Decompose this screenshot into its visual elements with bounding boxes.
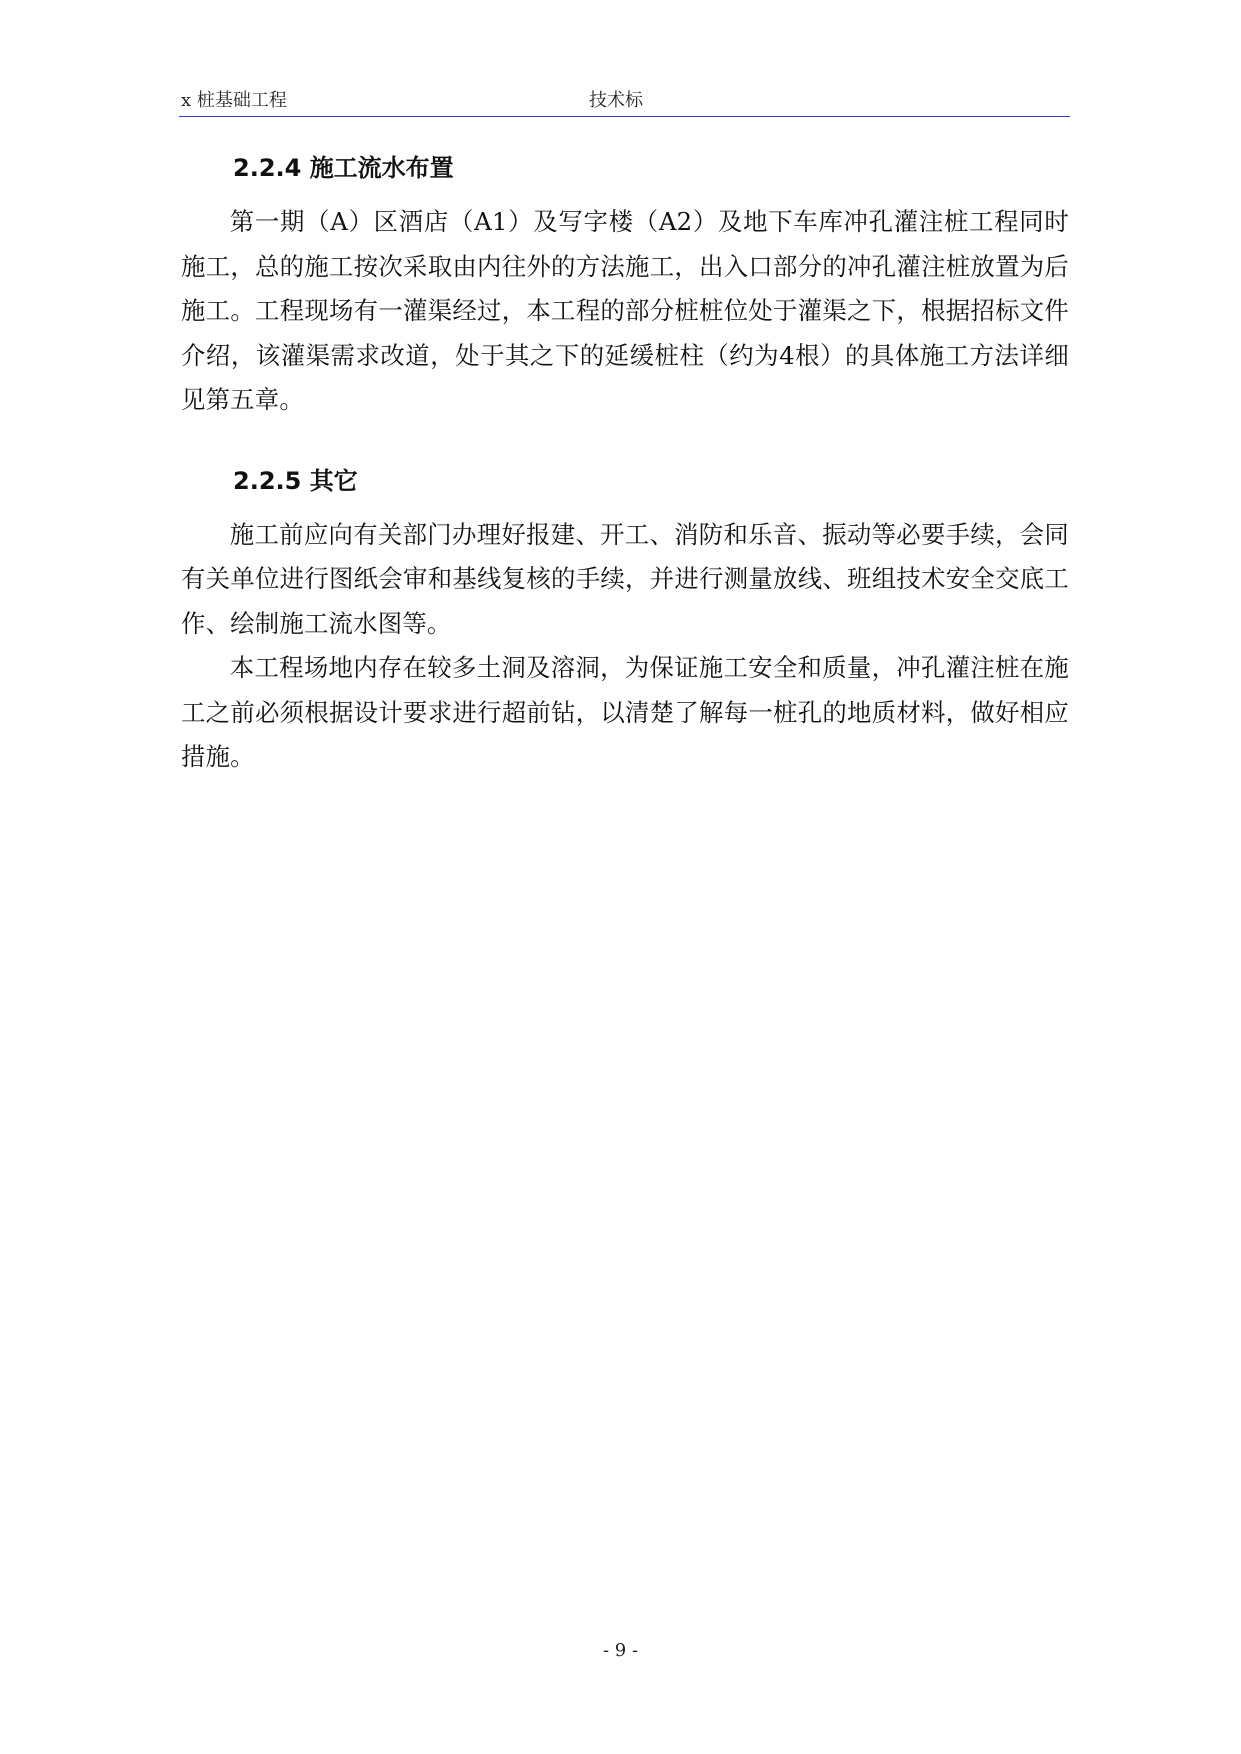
page-header (179, 88, 1070, 117)
section-paragraph: 本工程场地内存在较多土洞及溶洞，为保证施工安全和质量，冲孔灌注桩在施工之前必须根据设计要求进行超前钻，以清楚了解每一桩孔的地质材料，做好相应措施。 (181, 653, 1069, 771)
page-body (181, 150, 1069, 780)
page-number: - 9 - (602, 1640, 639, 1661)
header-document-type: 技术标 (589, 90, 643, 111)
section-paragraph: 第一期（A）区酒店（A1）及写字楼（A2）及地下车库冲孔灌注桩工程同时施工，总的施工按次采取由内往外的方法施工，出入口部分的冲孔灌注桩放置为后施工。工程现场有一灌渠经过，本工程的部分桩桩位处于灌渠之下，根据招标文件介绍，该灌渠需求改道，处于其之下的延缓桩柱（约为4根）的具体施工方法详细见第五章。 (181, 207, 1069, 414)
section-heading-2-2-5: 2.2.5 其它 (233, 466, 358, 495)
section-heading-2-2-4: 2.2.4 施工流水布置 (233, 154, 454, 182)
section-paragraph: 施工前应向有关部门办理好报建、开工、消防和乐音、振动等必要手续，会同有关单位进行图纸会审和基线复核的手续，并进行测量放线、班组技术安全交底工作、绘制施工流水图等。 (181, 519, 1069, 638)
header-project-title: x 桩基础工程 (181, 90, 287, 111)
